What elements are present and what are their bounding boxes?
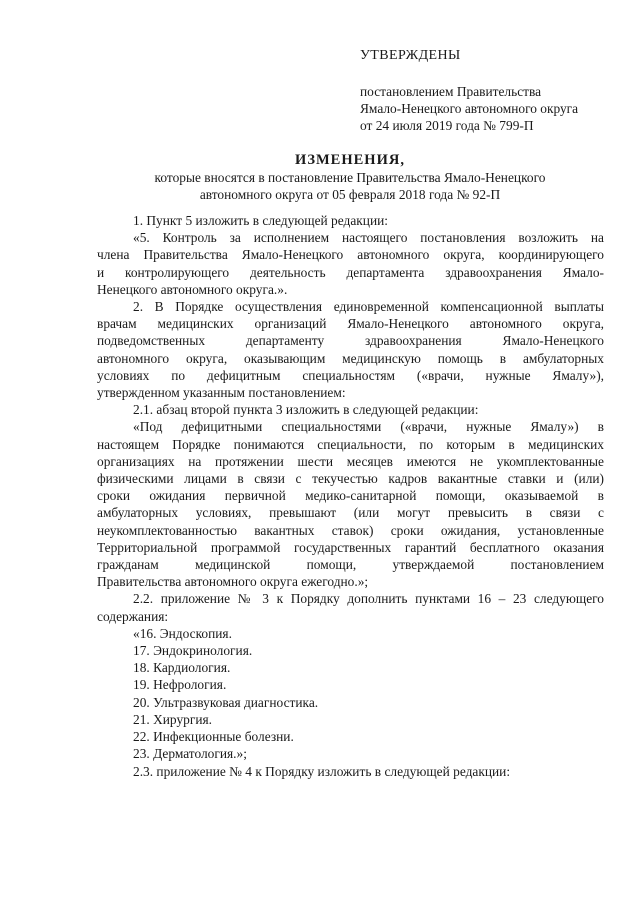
body-line: «16. Эндоскопия. [133,625,232,641]
body-line: неукомплектованностью вакантных ставок) сроки ожидания, установленные [97,522,604,538]
body-line: 23. Дерматология.»; [133,746,247,762]
body-line: подведомственных департаменту здравоохранения Ямало-Ненецкого [97,333,604,349]
body-line: организациях на протяжении шести месяцев имеются не укомплектованные [97,453,604,469]
body-line: настоящем Порядке понимаются специальности, по которым в медицинских [97,436,604,452]
body-line: 17. Эндокринология. [133,643,253,659]
body-line: автономного округа, оказывающим медицинскую помощь в амбулаторных [97,350,604,366]
body-line: «5. Контроль за исполнением настоящего постановления возложить на [133,230,604,246]
body-line: 1. Пункт 5 изложить в следующей редакции: [133,213,389,228]
document-body [97,212,604,780]
document-title: ИЗМЕНЕНИЯ, [295,152,405,168]
body-line: 2.2. приложение № 3 к Порядку дополнить пунктами 16 – 23 следующего [133,591,604,607]
document-subtitle-line: автономного округа от 05 февраля 2018 года № 92-П [199,187,501,202]
document-subtitle-line: которые вносятся в постановление Правительства Ямало-Ненецкого [154,170,546,185]
approval-block [360,48,610,134]
body-line: амбулаторных условиях, превышают (или могут превысить в связи с [97,505,604,521]
body-line: врачам медицинских организаций Ямало-Ненецкого автономного округа, [97,316,604,332]
body-line: 2.3. приложение № 4 к Порядку изложить в следующей редакции: [133,763,511,779]
body-line: 2. В Порядке осуществления единовременной компенсационной выплаты [133,299,604,315]
approval-title: УТВЕРЖДЕНЫ [360,48,461,63]
body-line: сроки ожидания первичной медико-санитарной помощи, оказываемой в [97,488,604,504]
body-line: Правительства автономного округа ежегодно.»; [97,574,369,590]
body-line: 18. Кардиология. [133,660,231,676]
body-line: условиях по дефицитным специальностям («врачи, нужные Ямалу»), [97,367,604,383]
body-line: содержания: [97,608,169,624]
body-line: и контролирующего деятельность департамента здравоохранения Ямало- [97,264,604,280]
body-line: гражданам медицинской помощи, утверждаемой постановлением [97,557,604,573]
body-line: физическими лицами в связи с текучестью кадров вакантные ставки и (или) [97,471,604,487]
body-line: утвержденном указанным постановлением: [97,385,346,401]
document-heading [100,152,600,203]
approval-line: постановлением Правительства [360,84,542,99]
body-line: 21. Хирургия. [133,711,212,727]
approval-line: Ямало-Ненецкого автономного округа [360,101,579,116]
body-line: 2.1. абзац второй пункта 3 изложить в следующей редакции: [133,402,479,418]
body-line: члена Правительства Ямало-Ненецкого автономного округа, координирующего [97,247,604,263]
body-line: 19. Нефрология. [133,677,227,693]
body-line: 20. Ультразвуковая диагностика. [133,694,319,710]
body-line: Территориальной программой государственных гарантий бесплатного оказания [97,539,604,555]
approval-line: от 24 июля 2019 года № 799-П [360,118,534,133]
body-line: 22. Инфекционные болезни. [133,729,294,745]
body-line: «Под дефицитными специальностями («врачи, нужные Ямалу») в [133,419,604,435]
body-line: Ненецкого автономного округа.». [97,281,288,297]
